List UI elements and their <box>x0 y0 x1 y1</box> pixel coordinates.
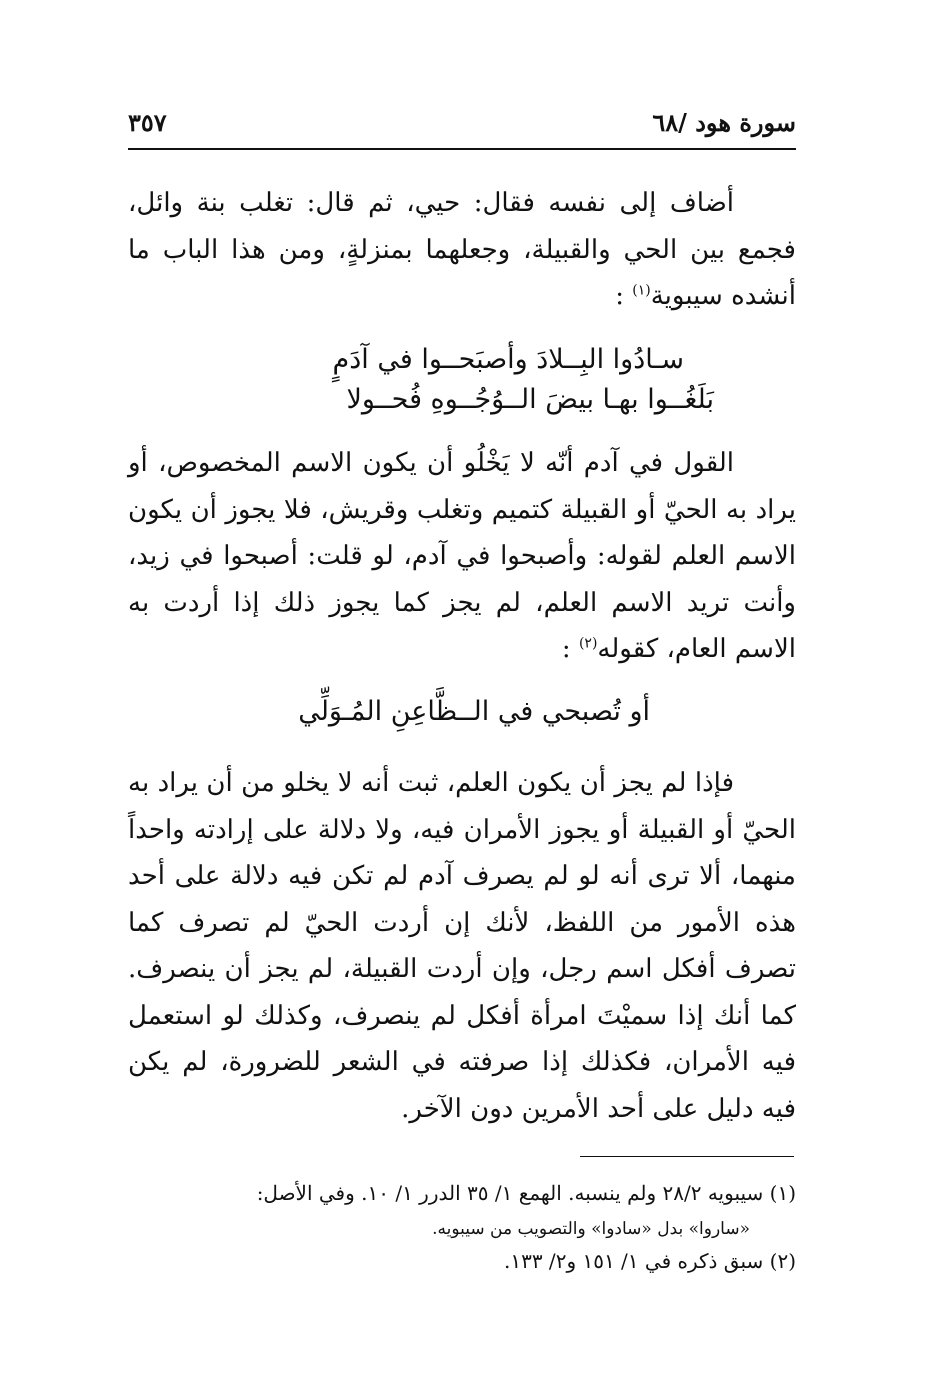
footnote-divider <box>580 1156 794 1157</box>
paragraph-2 <box>128 440 796 673</box>
paragraph-2-text: القول في آدم أنّه لا يَخْلُو أن يكون الاسم المخصوص، أو يراد به الحيّ أو القبيلة كتميم وتغلب وقريش، فلا يجوز أن يكون الاسم العلم لقوله: وأصبحوا في آدم، لو قلت: أصبحوا في زيد، وأنت تريد الاسم العلم، لم يجز كما يجوز ذلك إذا أردت به الاسم العام، كقوله <box>128 448 796 664</box>
paragraph-1-colon: : <box>615 281 633 311</box>
footnote-1-line-2: «ساروا» بدل «سادوا» والتصويب من سيبويه. <box>432 1219 750 1239</box>
verse-1-line-2: بَلَغُــوا بهـا بيضَ الــوُجُــوهِ فُحــولا <box>346 384 714 415</box>
paragraph-3 <box>128 760 796 1132</box>
paragraph-1-text: أضاف إلى نفسه فقال: حيي، ثم قال: تغلب بنة وائل، فجمع بين الحي والقبيلة، وجعلهما بمنزلةٍ، ومن هذا الباب ما أنشده سيبوية <box>128 188 796 311</box>
chapter-title: سورة هود /٦٨ <box>652 107 796 137</box>
paragraph-3-text: فإذا لم يجز أن يكون العلم، ثبت أنه لا يخلو من أن يراد به الحيّ أو القبيلة أو يجوز الأمران فيه، ولا دلالة على إرادته واحداً منهما، ألا ترى أنه لو لم يصرف آدم لم تكن فيه دلالة على أحد هذه الأمور من اللفظ، لأنك إن أردت الحيّ لم تصرف كما تصرف أفكل اسم رجل، وإن أردت القبيلة، لم يجز أن ينصرف. كما أنك إذا سميْتَ امرأة أفكل لم ينصرف، وكذلك لو استعمل فيه الأمران، فكذلك إذا صرفته في الشعر للضرورة، لم يكن فيه دليل على أحد الأمرين دون الآخر. <box>128 768 797 1124</box>
running-header <box>128 102 796 142</box>
paragraph-1 <box>128 180 796 320</box>
footnote-2: (٢) سبق ذكره في ١/ ١٥١ و٢/ ١٣٣. <box>503 1249 796 1273</box>
verse-2: أو تُصبحي في الــظَّاعِنِ المُـوَلِّي <box>298 696 650 727</box>
verse-1-line-1: سـادُوا البِــلادَ وأصبَحــوا في آدَمٍ <box>332 344 684 375</box>
footnote-ref-2: (٢) <box>578 635 598 652</box>
page-number: ٣٥٧ <box>128 107 167 137</box>
paragraph-2-colon: : <box>561 634 579 664</box>
header-divider <box>128 148 796 150</box>
footnote-ref-1: (١) <box>632 282 651 299</box>
footnote-1-line-1: (١) سيبويه ٢٨/٢ ولم ينسبه. الهمع ١/ ٣٥ الدرر ١/ ١٠. وفي الأصل: <box>256 1181 796 1205</box>
